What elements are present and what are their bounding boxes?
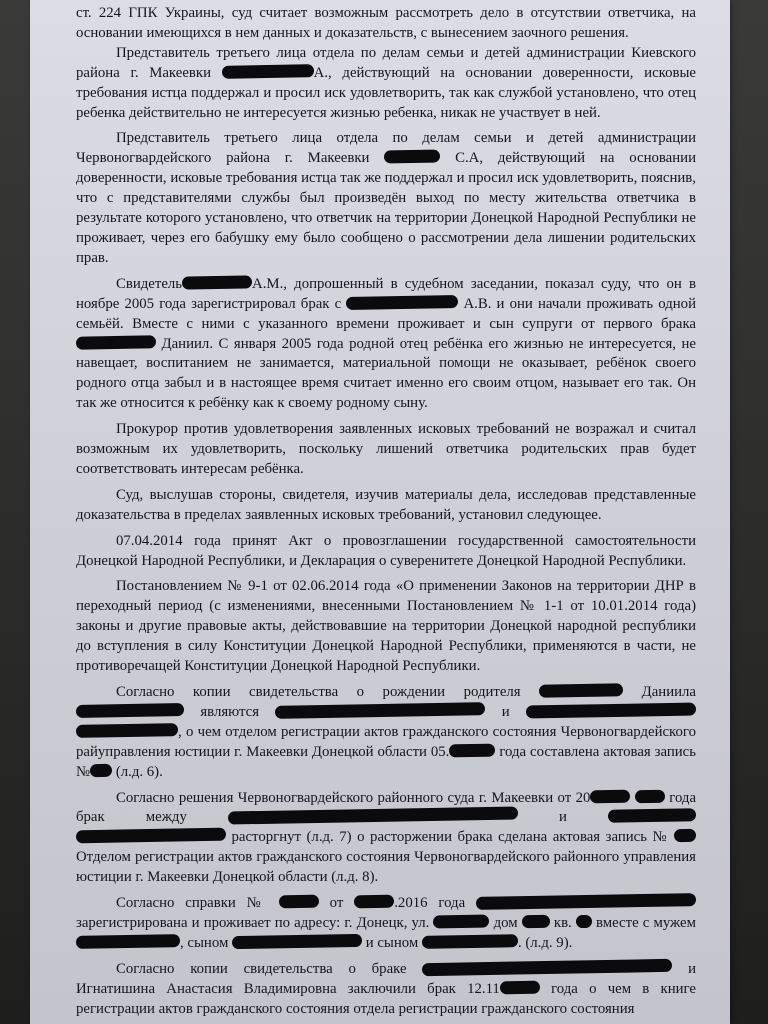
paragraph-9: Согласно решения Червоногвардейского районного суда г. Макеевки от 20 года брак между и расторгнут (л.д. 7) о расторжении брака сделана актовая запись № Отделом регистрации актов гражданского состояния Червоногвардейского районного управления юстиции г. Макеевки Донецкой области (л.д. 8). <box>76 789 697 886</box>
paragraph-7: Постановлением № 9-1 от 02.06.2014 года «О применении Законов на территории ДНР в переходный период (с изменениями, внесенными Постановлением № 1-1 от 10.01.2014 года) законы и другие правовые акты, действовавшие на территории Донецкой народной республики до вступления в силу Конституции Донецкой Народной Республики, применяются в части, не противоречащей Конституции Донецкой Народной Республики. <box>76 578 696 675</box>
redaction <box>76 723 178 738</box>
paragraph-11: Согласно копии свидетельства о браке и Игнатишина Анастасия Владимировна заключили брак 12.11 года о чем в книге регистрации актов гражданского состояния отдела регистрации гражданского состояния <box>76 960 696 1020</box>
redaction <box>354 895 394 909</box>
redaction <box>674 829 696 842</box>
paragraph-1: Представитель третьего лица отдела по делам семьи и детей администрации Киевского района г. Макеевки А., действующий на основании доверенности, исковые требования истца поддержал и просил иск удовлетворить, так как службой установлено, что отец ребенка действительно не интересуется жизнью ребенка, никак не участвует в ней. <box>76 44 696 121</box>
redaction <box>590 789 630 803</box>
redaction <box>449 743 495 757</box>
redaction <box>76 703 184 718</box>
redaction <box>635 789 665 803</box>
redaction <box>539 683 623 697</box>
redaction <box>346 295 458 310</box>
redaction <box>76 335 156 349</box>
redaction <box>576 915 592 928</box>
paragraph-2: Представитель третьего лица отдела по делам семьи и детей администрации Червоногвардейского района г. Макеевки С.А, действующий на основании доверенности, исковые требования истца так же поддержал и просил иск удовлетворить, пояснив, что с представителями службы был произведён выход по месту жительства ответчика в результате которого установлено, что ответчик на территории Донецкой Народной Республики не проживает, через его бабушку ему было сообщено о рассмотрении дела лишении родительских прав. <box>76 130 696 266</box>
paragraph-3: Свидетель А.М., допрошенный в судебном заседании, показал суду, что он в ноябре 2005 года зарегистрировал брак с А.В. и они начали проживать одной семьёй. Вместе с ними с указанного времени проживает и сын супруги от первого брака Даниил. С января 2005 года родной отец ребёнка его жизнью не интересуется, не навещает, воспитанием не занимается, материальной помощи не оказывает, ребёнок своего родного отца забыл и в настоящее время считает именно его своим отцом, называет его так. Он так же относится к ребёнку как к своему родному сыну. <box>76 275 696 412</box>
redaction <box>76 934 180 949</box>
paragraph-10: Согласно справки № от .2016 года зарегистрирована и проживает по адресу: г. Донецк, ул. дом кв. вместе с мужем , сыном и сыном . (л.д. 9). <box>76 895 696 951</box>
redaction <box>422 934 518 949</box>
redaction <box>76 828 226 844</box>
document-text <box>76 4 696 1020</box>
redaction <box>500 980 540 994</box>
redaction <box>275 702 485 719</box>
redaction <box>433 914 489 928</box>
redaction <box>384 150 440 164</box>
redaction <box>228 807 518 825</box>
redaction <box>476 893 696 910</box>
redaction <box>522 915 550 928</box>
paragraph-4: Прокурор против удовлетворения заявленных исковых требований не возражал и считал возможным их удовлетворить, поскольку лишений ответчика родительских прав будет соответствовать интересам ребёнка. <box>76 421 696 477</box>
paragraph-0: ст. 224 ГПК Украины, суд считает возможным рассмотреть дело в отсутствии ответчика, на основании имеющихся в нем данных и доказательств, с вынесением заочного решения. <box>76 5 696 41</box>
paragraph-5: Суд, выслушав стороны, свидетеля, изучив материалы дела, исследовав представленные доказательства в пределах заявленных исковых требований, установил следующее. <box>76 486 696 523</box>
redaction <box>232 934 362 949</box>
paragraph-8: Согласно копии свидетельства о рождении родителя Даниила являются и , о чем отделом регистрации актов гражданского состояния Червоногвардейского райуправления юстиции г. Макеевки Донецкой области 05. года составлена актовая запись № (л.д. 6). <box>76 684 696 780</box>
paragraph-6: 07.04.2014 года принят Акт о провозглашении государственной самостоятельности Донецкой Народной Республики, и Декларация о суверенитете Донецкой Народной Республики. <box>76 532 696 569</box>
redaction <box>182 275 252 289</box>
redaction <box>279 895 319 909</box>
redaction <box>526 702 696 718</box>
redaction <box>608 809 696 824</box>
redaction <box>422 959 672 976</box>
redaction <box>222 64 314 79</box>
redaction <box>90 763 112 776</box>
